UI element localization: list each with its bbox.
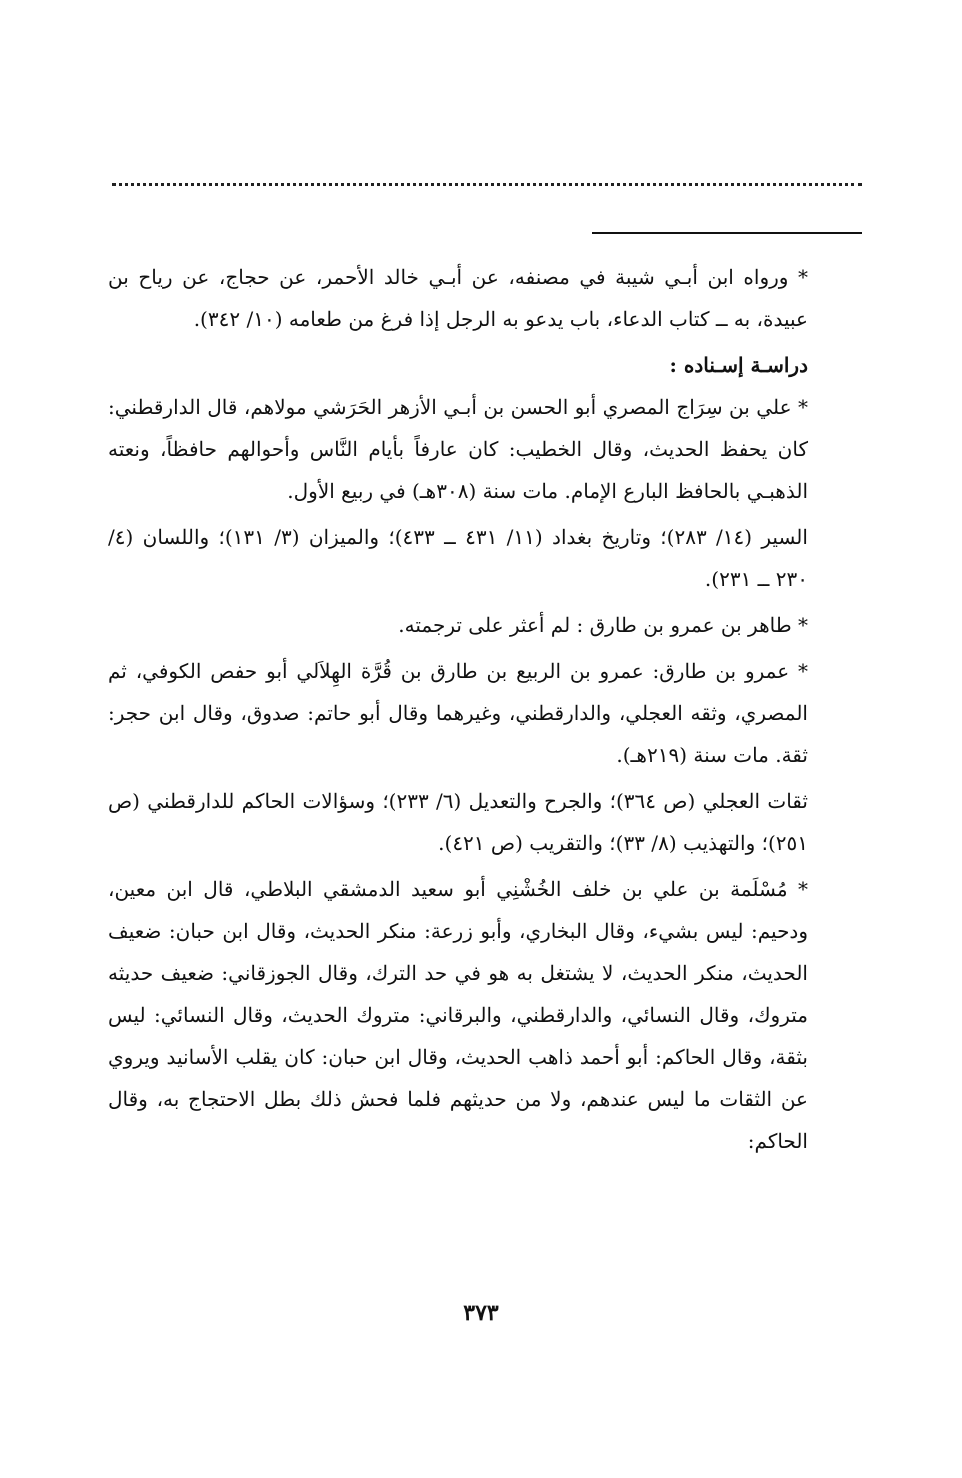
paragraph-amr-bin-tariq: * عمرو بن طارق: عمرو بن الربيع بن طارق بن قُرَّة الهِلاَلي أبو حفص الكوفي، ثم المصري، وثقه العجلي، والدارقطني، وغيرهما وقال أبو حاتم: صدوق، وقال ابن حجر: ثقة. مات سنة (٢١٩هـ). — [108, 659, 808, 767]
paragraph-ali-bin-siraj: * علي بن سِرَاج المصري أبو الحسن بن أبـي الأزهر الحَرَشي مولاهم، قال الدارقطني: كان يحفظ الحديث، وقال الخطيب: كان عارفاً بأيام النَّاس وأحوالهم حافظاً، ونعته الذهبـي بالحافظ البارع الإمام. مات سنة (٣٠٨هـ) في ربيع الأول. — [108, 395, 808, 503]
paragraph-ibn-abi-shaybah: * ورواه ابن أبـي شيبة في مصنفه، عن أبـي خالد الأحمر، عن حجاج، عن رياح بن عبيدة، به ــ كتاب الدعاء، باب يدعو به الرجل إذا فرغ من طعامه (١٠/ ٣٤٢). — [108, 265, 808, 331]
paragraph-tahir-bin-amr: * طاهر بن عمرو بن طارق : لم أعثر على ترجمته. — [398, 613, 808, 637]
dotted-separator — [112, 183, 862, 186]
footnote-rule — [592, 232, 862, 234]
section-heading: دراسـة إسـناده : — [669, 353, 808, 377]
references-ali-bin-siraj: السير (١٤/ ٢٨٣)؛ وتاريخ بغداد (١١/ ٤٣١ ــ ٤٣٣)؛ والميزان (٣/ ١٣١)؛ واللسان (٤/ ٢٣٠ ــ ٢٣١). — [108, 525, 808, 591]
page-body — [108, 256, 808, 1166]
paragraph-maslamah-bin-ali: * مُسْلَمة بن علي بن خلف الخُشْنِي أبو سعيد الدمشقي البلاطي، قال ابن معين، ودحيم: ليس بشيء، وقال البخاري، وأبو زرعة: منكر الحديث، وقال ابن حبان: ضعيف الحديث، منكر الحديث، لا يشتغل به هو في حد الترك، وقال الجوزقاني: ضعيف حديثه متروك، وقال النسائي، والدارقطني، والبرقاني: متروك الحديث، وقال النسائي: ليس بثقة، وقال الحاكم: أبو أحمد ذاهب الحديث، وقال ابن حبان: كان يقلب الأسانيد ويروي عن الثقات ما ليس عندهم، ولا من حديثهم فلما فحش ذلك بطل الاحتجاج به، وقال الحاكم: — [108, 877, 808, 1153]
references-amr-bin-tariq: ثقات العجلي (ص ٣٦٤)؛ والجرح والتعديل (٦/ ٢٣٣)؛ وسؤالات الحاكم للدارقطني (ص ٢٥١)؛ والتهذيب (٨/ ٣٣)؛ والتقريب (ص ٤٢١). — [108, 789, 808, 855]
page-number: ٣٧٣ — [463, 1300, 499, 1326]
